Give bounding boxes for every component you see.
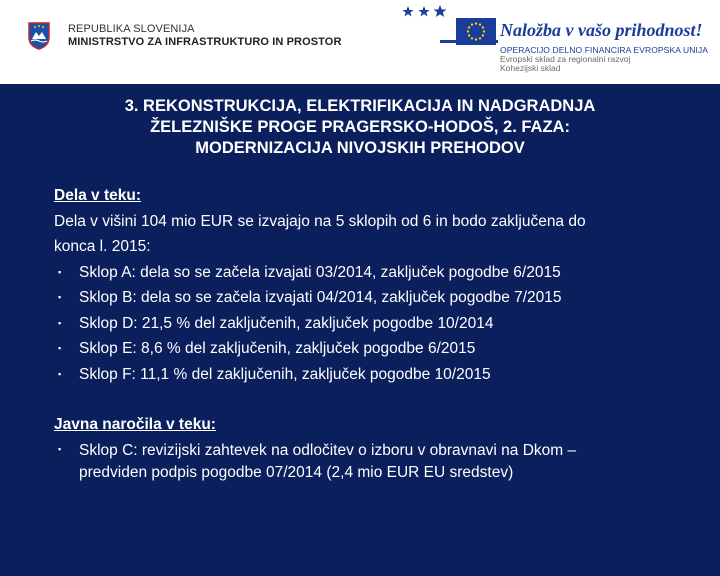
list-item-text: Sklop D: 21,5 % del zaključenih, zaključek pogodbe 10/2014 bbox=[79, 314, 494, 332]
works-heading: Dela v teku: bbox=[54, 187, 142, 204]
ministry-line-1: REPUBLIKA SLOVENIJA bbox=[68, 23, 195, 35]
list-item bbox=[54, 362, 694, 388]
section-spacer bbox=[54, 387, 694, 412]
list-item-text: Sklop B: dela so se začela izvajati 04/2014, zaključek pogodbe 7/2015 bbox=[79, 289, 562, 306]
list-item bbox=[54, 311, 694, 337]
title-line-2: ŽELEZNIŠKE PROGE PRAGERSKO-HODOŠ, 2. FAZA: bbox=[150, 118, 570, 136]
slovenia-coat-of-arms-icon bbox=[28, 22, 50, 50]
works-list bbox=[54, 260, 694, 388]
list-item-text: Sklop E: 8,6 % del zaključenih, zaključek pogodbe 6/2015 bbox=[79, 340, 476, 357]
eu-fund-lines bbox=[500, 55, 630, 73]
works-intro-line-1: Dela v višini 104 mio EUR se izvajajo na 5 sklopih od 6 in bodo zaključena do bbox=[54, 212, 586, 230]
slide-title bbox=[40, 96, 680, 159]
title-line-1: 3. REKONSTRUKCIJA, ELEKTRIFIKACIJA IN NADGRADNJA bbox=[124, 97, 596, 115]
fund-line-1: Evropski sklad za regionalni razvoj bbox=[500, 54, 631, 64]
ministry-line-2: MINISTRSTVO ZA INFRASTRUKTURO IN PROSTOR bbox=[68, 36, 342, 48]
list-item bbox=[54, 438, 694, 484]
slide-content bbox=[54, 183, 694, 484]
ministry-name bbox=[68, 23, 342, 49]
works-intro-line-2: konca l. 2015: bbox=[54, 238, 151, 255]
title-line-3: MODERNIZACIJA NIVOJSKIH PREHODOV bbox=[195, 139, 525, 157]
bullet-icon: ▪ bbox=[58, 266, 62, 277]
list-item-text: Sklop F: 11,1 % del zaključenih, zaključek pogodbe 10/2015 bbox=[79, 365, 491, 383]
procurement-list bbox=[54, 438, 694, 484]
list-item bbox=[54, 336, 694, 362]
procurement-heading: Javna naročila v teku: bbox=[54, 416, 216, 433]
bullet-icon: ▪ bbox=[58, 343, 62, 353]
bullet-icon: ▪ bbox=[58, 368, 62, 379]
list-item bbox=[54, 285, 694, 311]
procurement-item-line-2: predviden podpis pogodbe 07/2014 (2,4 mio EUR EU sredstev) bbox=[79, 463, 514, 481]
list-item-text: Sklop A: dela so se začela izvajati 03/2014, zaključek pogodbe 6/2015 bbox=[79, 263, 561, 281]
bullet-icon: ▪ bbox=[58, 317, 62, 328]
procurement-item-line-1: Sklop C: revizijski zahtevek na odločitev o izboru v obravnavi na Dkom – bbox=[79, 441, 577, 459]
eu-flag-icon bbox=[456, 18, 496, 45]
header-banner bbox=[0, 0, 720, 87]
eu-operation-line: OPERACIJO DELNO FINANCIRA EVROPSKA UNIJA bbox=[500, 45, 709, 55]
decorative-stars-icon bbox=[402, 4, 452, 18]
fund-line-2: Kohezijski sklad bbox=[500, 63, 561, 73]
eu-slogan: Naložba v vašo prihodnost! bbox=[500, 20, 703, 40]
list-item bbox=[54, 260, 694, 286]
bullet-icon: ▪ bbox=[58, 292, 62, 302]
bullet-icon: ▪ bbox=[58, 443, 62, 454]
